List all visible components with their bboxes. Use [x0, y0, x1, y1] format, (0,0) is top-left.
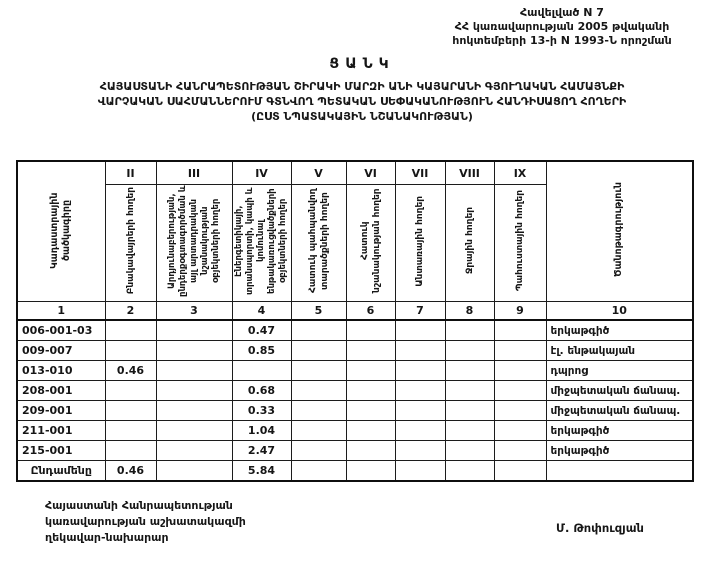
cell-value — [291, 401, 346, 421]
annex-line-3: հոկտեմբերի 13-ի N 1993-Ն որոշման — [452, 34, 672, 47]
cell-value — [445, 401, 494, 421]
cell-value — [445, 461, 494, 482]
table-row — [17, 361, 693, 381]
cell-value — [156, 341, 232, 361]
cell-value: 0.47 — [232, 320, 291, 341]
cell-value — [232, 361, 291, 381]
cell-code: 215-001 — [17, 441, 105, 461]
remark-label: Ծանոթագրություն — [613, 182, 625, 278]
cell-value — [395, 320, 445, 341]
cell-value — [395, 421, 445, 441]
cell-value — [346, 361, 395, 381]
cell-value — [105, 441, 156, 461]
cell-value — [494, 320, 546, 341]
category-label-IV: Էներգետիկայի, տրանսպորտի, կապի և կոմունալ ենթակառուցվածքների օբյեկտների հողեր — [234, 187, 288, 295]
cell-value — [395, 401, 445, 421]
category-label-VII: Անտառային հողեր — [415, 195, 425, 287]
category-label-III: Արդյունաբերության, ընդերքօգտագործման և այլ արտադրական նշանակության օբյեկտների հողեր — [166, 185, 221, 297]
cell-value — [156, 401, 232, 421]
cell-code: 006-001-03 — [17, 320, 105, 341]
cell-value — [346, 461, 395, 482]
cell-value — [291, 461, 346, 482]
cell-value — [346, 381, 395, 401]
category-label-VIII: Ջրային հողեր — [464, 207, 475, 275]
cell-value: 0.33 — [232, 401, 291, 421]
header-category-IX — [494, 185, 546, 302]
cell-remark: էլ. ենթակայան — [546, 341, 693, 361]
cell-value — [291, 421, 346, 441]
column-number-6: 6 — [346, 302, 395, 321]
title-line-3: (ԸՍՏ ՆՊԱՏԱԿԱՅԻՆ ՆՇԱՆԱԿՈՒԹՅԱՆ) — [251, 110, 473, 123]
cell-value — [395, 461, 445, 482]
cell-remark: միջպետական ճանապ. — [546, 381, 693, 401]
cell-value — [156, 441, 232, 461]
header-category-VI — [346, 185, 395, 302]
cell-value: 1.04 — [232, 421, 291, 441]
cell-remark: միջպետական ճանապ. — [546, 401, 693, 421]
cell-value — [346, 320, 395, 341]
column-number-1: 1 — [17, 302, 105, 321]
table-head — [17, 161, 693, 320]
cell-value — [395, 381, 445, 401]
cell-code: 013-010 — [17, 361, 105, 381]
table-row — [17, 341, 693, 361]
table-row — [17, 461, 693, 482]
header-category-II — [105, 185, 156, 302]
cell-value: 0.46 — [105, 461, 156, 482]
signatory-line-3: ղեկավար-նախարար — [45, 531, 169, 544]
cell-value — [105, 341, 156, 361]
column-number-9: 9 — [494, 302, 546, 321]
annex-line-2: ՀՀ կառավարության 2005 թվականի — [454, 20, 670, 33]
cell-value — [291, 320, 346, 341]
cell-value — [346, 401, 395, 421]
cell-value — [395, 341, 445, 361]
table-row — [17, 381, 693, 401]
cell-value — [156, 421, 232, 441]
cell-value — [445, 441, 494, 461]
cell-value — [291, 361, 346, 381]
header-remark — [546, 161, 693, 302]
cell-value — [291, 381, 346, 401]
column-number-8: 8 — [445, 302, 494, 321]
cell-value — [105, 401, 156, 421]
cell-value — [105, 320, 156, 341]
table-row — [17, 441, 693, 461]
cell-value — [156, 381, 232, 401]
category-label-VI: Հատուկ նշանակության հողեր — [359, 188, 382, 294]
column-number-5: 5 — [291, 302, 346, 321]
header-category-V — [291, 185, 346, 302]
category-label-II: Բնակավայրերի հողեր — [125, 187, 136, 295]
cell-value — [445, 381, 494, 401]
cell-value — [445, 361, 494, 381]
cell-remark — [546, 461, 693, 482]
document-heading: ՑԱՆԿ — [329, 56, 395, 72]
category-label-IX: Պահուստային հողեր — [515, 190, 525, 292]
cell-value — [156, 461, 232, 482]
annex-line-1: Հավելված N 7 — [520, 6, 604, 19]
cell-code: 208-001 — [17, 381, 105, 401]
cell-value — [494, 441, 546, 461]
cell-value — [494, 361, 546, 381]
table-row — [17, 421, 693, 441]
header-category-IV — [232, 185, 291, 302]
document-title — [10, 79, 714, 124]
header-category-III — [156, 185, 232, 302]
cell-value — [156, 361, 232, 381]
land-classification-table — [16, 160, 694, 482]
category-label-V: Հատուկ պահպանվող տարածքների հողեր — [307, 188, 330, 294]
title-line-1: ՀԱՅԱՍՏԱՆԻ ՀԱՆՐԱՊԵՏՈՒԹՅԱՆ ՇԻՐԱԿԻ ՄԱՐԶԻ ԱՆԻ ԿԱՅԱՐԱՆԻ ԳՅՈՒՂԱԿԱՆ ՀԱՄԱՅՆՔԻ — [99, 80, 625, 93]
numeral-cell-VIII: VIII — [445, 161, 494, 185]
cell-value: 0.85 — [232, 341, 291, 361]
numeral-cell-VI: VI — [346, 161, 395, 185]
cell-code: Ընդամենը — [17, 461, 105, 482]
numeral-cell-V: V — [291, 161, 346, 185]
cell-value — [494, 341, 546, 361]
numeral-cell-IV: IV — [232, 161, 291, 185]
cell-value — [445, 320, 494, 341]
cell-value: 2.47 — [232, 441, 291, 461]
annex-reference — [412, 6, 712, 48]
numeral-row — [17, 161, 693, 185]
column-number-row — [17, 302, 693, 321]
numeral-cell-III: III — [156, 161, 232, 185]
column-number-3: 3 — [156, 302, 232, 321]
cell-value — [346, 341, 395, 361]
numeral-cell-II: II — [105, 161, 156, 185]
cell-value — [346, 421, 395, 441]
cell-value — [291, 441, 346, 461]
cell-remark: դպրոց — [546, 361, 693, 381]
cell-value — [494, 401, 546, 421]
cell-value — [156, 320, 232, 341]
cell-value — [494, 421, 546, 441]
cell-value: 5.84 — [232, 461, 291, 482]
cell-value: 0.68 — [232, 381, 291, 401]
cell-value — [105, 421, 156, 441]
signatory-line-2: կառավարության աշխատակազմի — [45, 515, 246, 528]
cell-code: 211-001 — [17, 421, 105, 441]
header-category-VII — [395, 185, 445, 302]
cell-value — [346, 441, 395, 461]
column-number-10: 10 — [546, 302, 693, 321]
column-number-4: 4 — [232, 302, 291, 321]
signature-name: Մ. Թոփուզյան — [556, 521, 644, 535]
cell-code: 209-001 — [17, 401, 105, 421]
header-category-VIII — [445, 185, 494, 302]
column-number-7: 7 — [395, 302, 445, 321]
cell-value — [395, 361, 445, 381]
cell-code: 009-007 — [17, 341, 105, 361]
header-cadastral-code — [17, 161, 105, 302]
cell-value — [494, 461, 546, 482]
cell-value — [105, 381, 156, 401]
cadastral-code-label: Կադաստրային ծածկագիրը — [49, 191, 73, 269]
cell-remark: երկաթգիծ — [546, 441, 693, 461]
signatory-block — [45, 498, 246, 546]
cell-remark: երկաթգիծ — [546, 421, 693, 441]
cell-value — [291, 341, 346, 361]
cell-value — [395, 441, 445, 461]
numeral-cell-VII: VII — [395, 161, 445, 185]
numeral-cell-IX: IX — [494, 161, 546, 185]
table-row — [17, 320, 693, 341]
cell-value: 0.46 — [105, 361, 156, 381]
column-number-2: 2 — [105, 302, 156, 321]
signatory-line-1: Հայաստանի Հանրապետության — [45, 499, 233, 512]
title-line-2: ՎԱՐՉԱԿԱՆ ՍԱՀՄԱՆՆԵՐՈՒՄ ԳՏՆՎՈՂ ՊԵՏԱԿԱՆ ՍԵՓԱԿԱՆՈՒԹՅՈՒՆ ՀԱՆԴԻՍԱՑՈՂ ՀՈՂԵՐԻ — [97, 95, 627, 108]
cell-remark: երկաթգիծ — [546, 320, 693, 341]
cell-value — [445, 341, 494, 361]
cell-value — [494, 381, 546, 401]
table-body — [17, 320, 693, 481]
cell-value — [445, 421, 494, 441]
table-row — [17, 401, 693, 421]
